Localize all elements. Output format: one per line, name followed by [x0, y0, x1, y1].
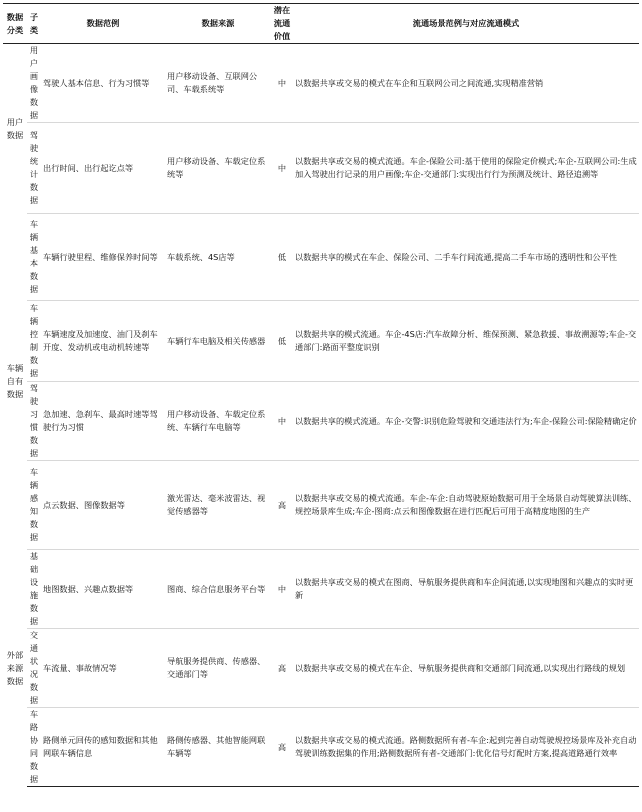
scenario-cell: 以数据共享或交易的模式流通。车企-保险公司:基于使用的保险定价模式;车企-互联网公司:生成加入驾驶出行记录的用户画像;车企-交通部门:实现出行行为预测及统计、路径追溯等 — [293, 123, 639, 214]
scenario-cell: 以数据共享的模式流通。车企-4S店:汽车故障分析、维保预测、紧急救援、事故溯源等;车企-交通部门:路面平整度识别 — [293, 301, 639, 382]
scope-cell: 车辆速度及加速度、油门及刹车开度、发动机或电动机转速等 — [41, 301, 165, 382]
table-row — [3, 123, 639, 214]
scope-cell: 车辆行驶里程、维修保养时间等 — [41, 214, 165, 301]
source-cell: 用户移动设备、互联网公司、车载系统等 — [165, 44, 271, 123]
category-user: 用户数据 — [6, 116, 24, 140]
value-cell: 中 — [271, 123, 293, 214]
subtype-cell: 车辆基本数据 — [27, 214, 41, 301]
category-vehicle: 车辆自有数据 — [6, 363, 24, 399]
table-row — [3, 629, 639, 708]
subtype-cell: 用户画像数据 — [27, 44, 41, 123]
subtype-cell: 基础设施数据 — [27, 550, 41, 629]
source-cell: 车辆行车电脑及相关传感器 — [165, 301, 271, 382]
table-row — [3, 301, 639, 382]
value-cell: 高 — [271, 461, 293, 550]
scope-cell: 急加速、急刹车、最高时速等驾驶行为习惯 — [41, 382, 165, 461]
scope-cell: 出行时间、出行起讫点等 — [41, 123, 165, 214]
scenario-cell: 以数据共享或交易的模式在车企和互联网公司之间流通,实现精准营销 — [293, 44, 639, 123]
table-row — [3, 44, 639, 123]
header-scope: 数据范例 — [41, 4, 165, 44]
scope-cell: 驾驶人基本信息、行为习惯等 — [41, 44, 165, 123]
value-cell: 中 — [271, 44, 293, 123]
table-row — [3, 550, 639, 629]
value-cell: 低 — [271, 214, 293, 301]
header-subtype: 子类 — [27, 4, 41, 44]
header-category: 数据分类 — [3, 4, 27, 44]
subtype-cell: 驾驶统计数据 — [27, 123, 41, 214]
source-cell: 路侧传感器、其他智能网联车辆等 — [165, 708, 271, 787]
value-cell: 低 — [271, 301, 293, 382]
scope-cell: 点云数据、图像数据等 — [41, 461, 165, 550]
source-cell: 图商、综合信息服务平台等 — [165, 550, 271, 629]
value-cell: 中 — [271, 382, 293, 461]
source-cell: 用户移动设备、车载定位系统等 — [165, 123, 271, 214]
header-scenario: 流通场景范例与对应流通模式 — [293, 4, 639, 44]
source-cell: 用户移动设备、车载定位系统、车辆行车电脑等 — [165, 382, 271, 461]
scenario-cell: 以数据共享或交易的模式流通。路侧数据所有者-车企:起到完善自动驾驶规控场景库及补充自动驾驶训练数据集的作用;路侧数据所有者-交通部门:优化信号灯配时方案,提高道路通行效率 — [293, 708, 639, 787]
header-source: 数据来源 — [165, 4, 271, 44]
category-external: 外部来源数据 — [6, 649, 24, 686]
scope-cell: 地图数据、兴趣点数据等 — [41, 550, 165, 629]
table-row — [3, 708, 639, 787]
value-cell: 高 — [271, 708, 293, 787]
table-header-row — [3, 4, 639, 44]
value-cell: 高 — [271, 629, 293, 708]
scenario-cell: 以数据共享的模式在车企、保险公司、二手车行间流通,提高二手车市场的透明性和公平性 — [293, 214, 639, 301]
table-row — [3, 461, 639, 550]
scope-cell: 路侧单元回传的感知数据和其他网联车辆信息 — [41, 708, 165, 787]
source-cell: 车载系统、4S店等 — [165, 214, 271, 301]
subtype-cell: 车辆感知数据 — [27, 461, 41, 550]
header-value: 潜在流通价值 — [271, 4, 293, 44]
subtype-cell: 驾驶习惯数据 — [27, 382, 41, 461]
table-row — [3, 214, 639, 301]
subtype-cell: 车路协同数据 — [27, 708, 41, 787]
source-cell: 导航服务提供商、传感器、交通部门等 — [165, 629, 271, 708]
scope-cell: 车流量、事故情况等 — [41, 629, 165, 708]
scenario-cell: 以数据共享或交易的模式在图商、导航服务提供商和车企间流通,以实现地图和兴趣点的实时更新 — [293, 550, 639, 629]
data-circulation-table — [3, 3, 639, 787]
table-row — [3, 382, 639, 461]
scenario-cell: 以数据共享或交易的模式在车企、导航服务提供商和交通部门间流通,以实现出行路线的规划 — [293, 629, 639, 708]
source-cell: 激光雷达、毫米波雷达、视觉传感器等 — [165, 461, 271, 550]
value-cell: 中 — [271, 550, 293, 629]
subtype-cell: 交通状况数据 — [27, 629, 41, 708]
subtype-cell: 车辆控制数据 — [27, 301, 41, 382]
scenario-cell: 以数据共享的模式流通。车企-交警:识别危险驾驶和交通违法行为;车企-保险公司:保险精确定价 — [293, 382, 639, 461]
scenario-cell: 以数据共享或交易的模式流通。车企-车企:自动驾驶原始数据可用于全场景自动驾驶算法训练、规控场景库生成;车企-图商:点云和图像数据在进行匹配后可用于高精度地图的生产 — [293, 461, 639, 550]
